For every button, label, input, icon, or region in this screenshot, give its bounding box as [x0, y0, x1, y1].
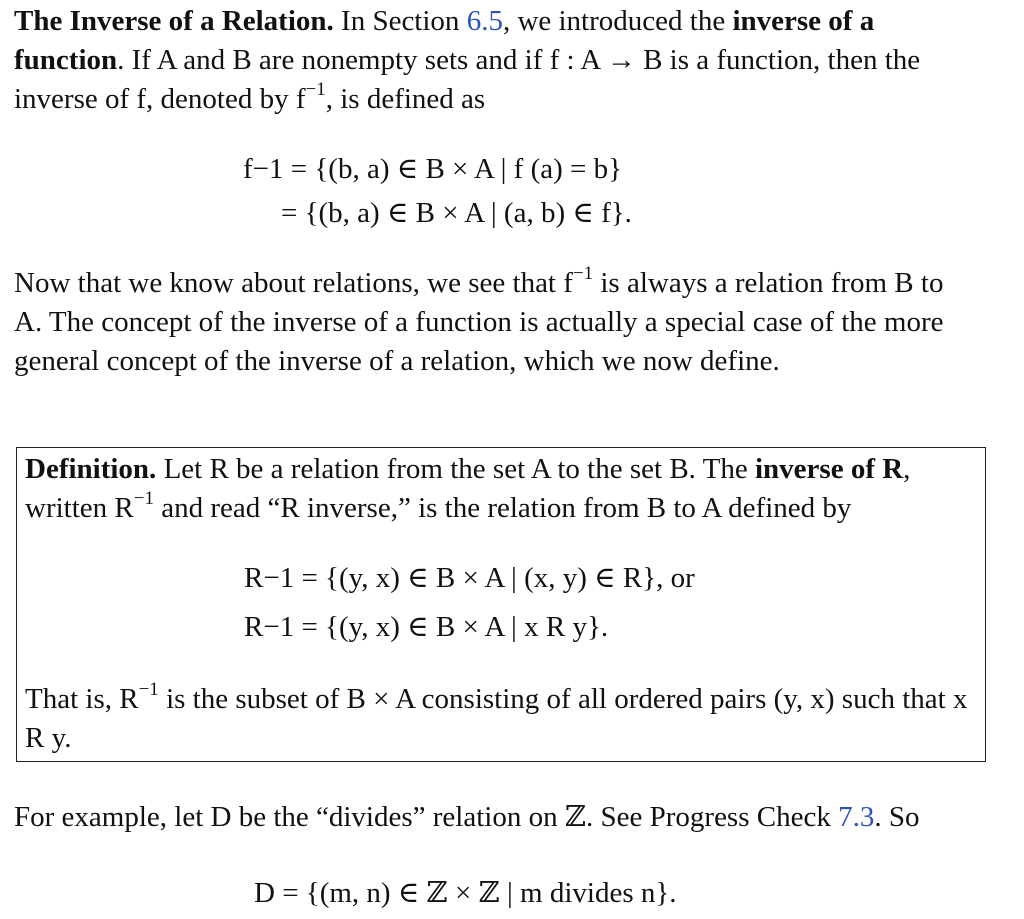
intro-text-d: , is defined as: [325, 83, 486, 115]
definition-paragraph: [25, 450, 977, 528]
example-text-a: For example, let D be the “divides” relation on ℤ. See Progress Check: [14, 801, 831, 833]
example-text-b: . So: [874, 801, 920, 833]
definition-summary: [25, 680, 977, 758]
definition-label: Definition.: [25, 453, 157, 485]
intro-text-a: In Section: [341, 5, 460, 37]
intro-text-c: . If A and B are nonempty sets and if f : A → B is a function, then the inverse of f, denoted by f: [14, 44, 921, 115]
definition-text-a: Let R be a relation from the set A to the set B. The: [163, 453, 748, 485]
example-paragraph: [14, 798, 974, 837]
definition-equation-line1: R−1 = {(y, x) ∈ B × A | (x, y) ∈ R}, or: [244, 562, 695, 594]
exponent-minus-one: −1: [572, 263, 594, 284]
relations-paragraph: [14, 264, 974, 381]
inverse-function-equation-line2: = {(b, a) ∈ B × A | (a, b) ∈ f}.: [281, 197, 632, 229]
exponent-minus-one: −1: [138, 679, 159, 700]
summary-text-a: That is, R: [25, 683, 139, 715]
section-heading: The Inverse of a Relation.: [14, 5, 334, 37]
definition-text-b: , written R: [25, 453, 911, 524]
intro-paragraph: [14, 2, 974, 119]
section-6-5-link[interactable]: 6.5: [466, 5, 503, 37]
definition-text-c: and read “R inverse,” is the relation from B to A defined by: [153, 492, 852, 524]
definition-equation-line2: R−1 = {(y, x) ∈ B × A | x R y}.: [244, 611, 609, 643]
progress-check-7-3-link[interactable]: 7.3: [838, 801, 875, 833]
intro-text-b: , we introduced the: [502, 5, 726, 37]
relations-text-a: Now that we know about relations, we see that f: [14, 267, 573, 299]
definition-box: [16, 447, 986, 762]
exponent-minus-one: −1: [133, 488, 154, 509]
term-inverse-function: inverse of a function: [14, 5, 875, 76]
term-inverse-of-r: inverse of R: [754, 453, 904, 485]
exponent-minus-one: −1: [305, 79, 326, 100]
relations-text-b: is always a relation from B to A. The concept of the inverse of a function is actually a special case of the more general concept of the inverse of a relation, which we now define.: [14, 267, 944, 377]
inverse-function-equation-line1: f−1 = {(b, a) ∈ B × A | f (a) = b}: [243, 153, 623, 185]
divides-relation-equation: D = {(m, n) ∈ ℤ × ℤ | m divides n}.: [254, 877, 677, 909]
summary-text-b: is the subset of B × A consisting of all ordered pairs (y, x) such that x R y.: [25, 683, 968, 754]
